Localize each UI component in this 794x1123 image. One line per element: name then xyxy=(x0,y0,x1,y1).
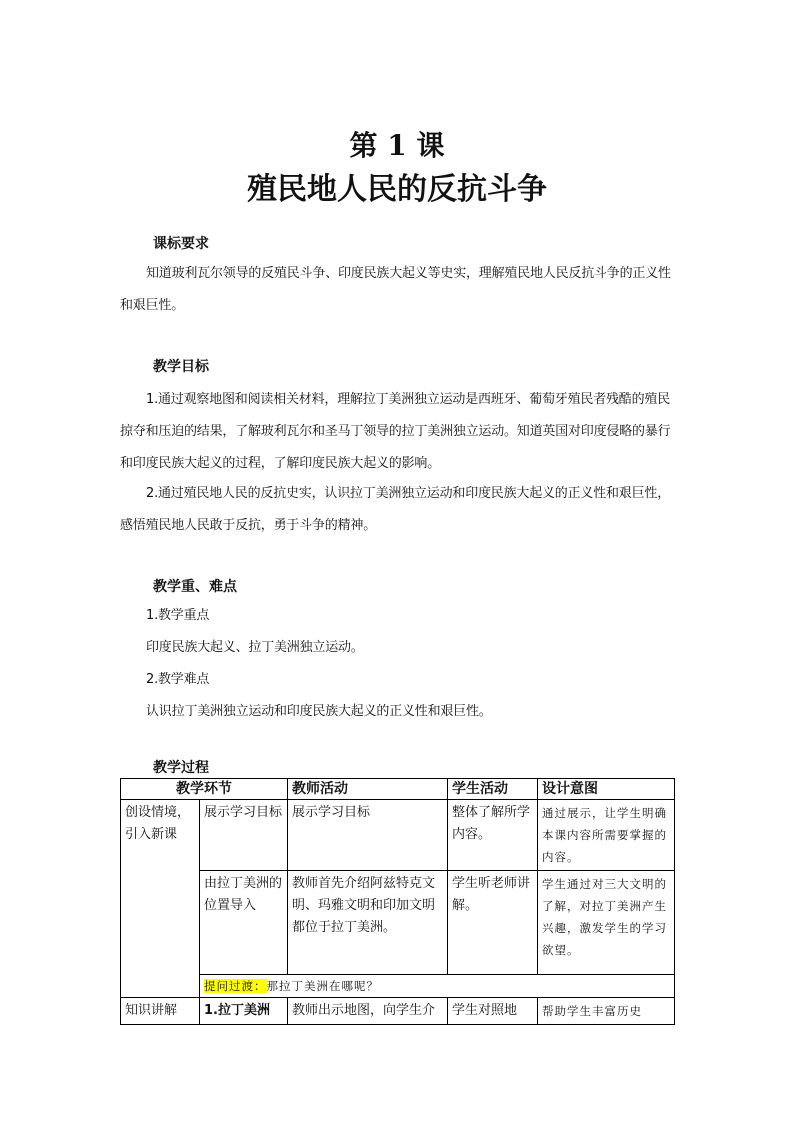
transition-label: 提问过渡： xyxy=(204,979,267,993)
stage-cell: 知识讲解 xyxy=(121,998,200,1025)
process-heading: 教学过程 xyxy=(153,760,209,776)
transition-cell xyxy=(200,975,675,998)
curriculum-heading: 课标要求 xyxy=(153,236,209,252)
table-row xyxy=(121,871,675,975)
focus-text: 印度民族大起义、拉丁美洲独立运动。 xyxy=(146,640,364,655)
design-intent-cell: 通过展示，让学生明确本课内容所需要掌握的内容。 xyxy=(538,800,675,871)
teacher-activity-cell: 教师出示地图，向学生介 xyxy=(288,998,448,1025)
goals-heading: 教学目标 xyxy=(153,359,209,375)
teacher-activity-cell: 教师首先介绍阿兹特克文明、玛雅文明和印加文明都位于拉丁美洲。 xyxy=(288,871,448,975)
focus-label: 1.教学重点 xyxy=(146,608,210,623)
transition-text: 那拉丁美洲在哪呢？ xyxy=(266,979,379,993)
sub-stage-cell: 1.拉丁美洲 xyxy=(200,998,288,1025)
table-row xyxy=(121,998,675,1025)
lesson-number: 第 1 课 xyxy=(349,129,445,162)
sub-stage-cell: 由拉丁美洲的位置导入 xyxy=(200,871,288,975)
curriculum-text: 知道玻利瓦尔领导的反殖民斗争、印度民族大起义等史实，理解殖民地人民反抗斗争的正义性和艰巨性。 xyxy=(120,266,671,313)
lesson-title: 殖民地人民的反抗斗争 xyxy=(247,172,547,207)
difficulty-label: 2.教学难点 xyxy=(146,672,210,687)
transition-row xyxy=(121,975,675,998)
header-intent: 设计意图 xyxy=(538,779,675,800)
focus-heading: 教学重、难点 xyxy=(153,579,237,595)
table-header-row xyxy=(121,779,675,800)
teaching-process-table xyxy=(120,778,675,1025)
teacher-activity-cell: 展示学习目标 xyxy=(288,800,448,871)
goal-1: 1.通过观察地图和阅读相关材料，理解拉丁美洲独立运动是西班牙、葡萄牙殖民者残酷的殖民掠夺和压迫的结果，了解玻利瓦尔和圣马丁领导的拉丁美洲独立运动。知道英国对印度侵略的暴行和印度民族大起义的过程，了解印度民族大起义的影响。 xyxy=(120,392,671,471)
header-teacher: 教师活动 xyxy=(288,779,448,800)
student-activity-cell: 整体了解所学内容。 xyxy=(448,800,538,871)
goal-2: 2.通过殖民地人民的反抗史实，认识拉丁美洲独立运动和印度民族大起义的正义性和艰巨性，感悟殖民地人民敢于反抗，勇于斗争的精神。 xyxy=(120,486,671,533)
difficulty-text: 认识拉丁美洲独立运动和印度民族大起义的正义性和艰巨性。 xyxy=(146,704,492,719)
design-intent-cell: 帮助学生丰富历史 xyxy=(538,998,675,1025)
header-stage: 教学环节 xyxy=(121,779,288,800)
sub-stage-cell: 展示学习目标 xyxy=(200,800,288,871)
header-student: 学生活动 xyxy=(448,779,538,800)
stage-cell: 创设情境，引入新课 xyxy=(121,800,200,998)
student-activity-cell: 学生对照地 xyxy=(448,998,538,1025)
design-intent-cell: 学生通过对三大文明的了解，对拉丁美洲产生兴趣，激发学生的学习欲望。 xyxy=(538,871,675,975)
table-row xyxy=(121,800,675,871)
student-activity-cell: 学生听老师讲解。 xyxy=(448,871,538,975)
